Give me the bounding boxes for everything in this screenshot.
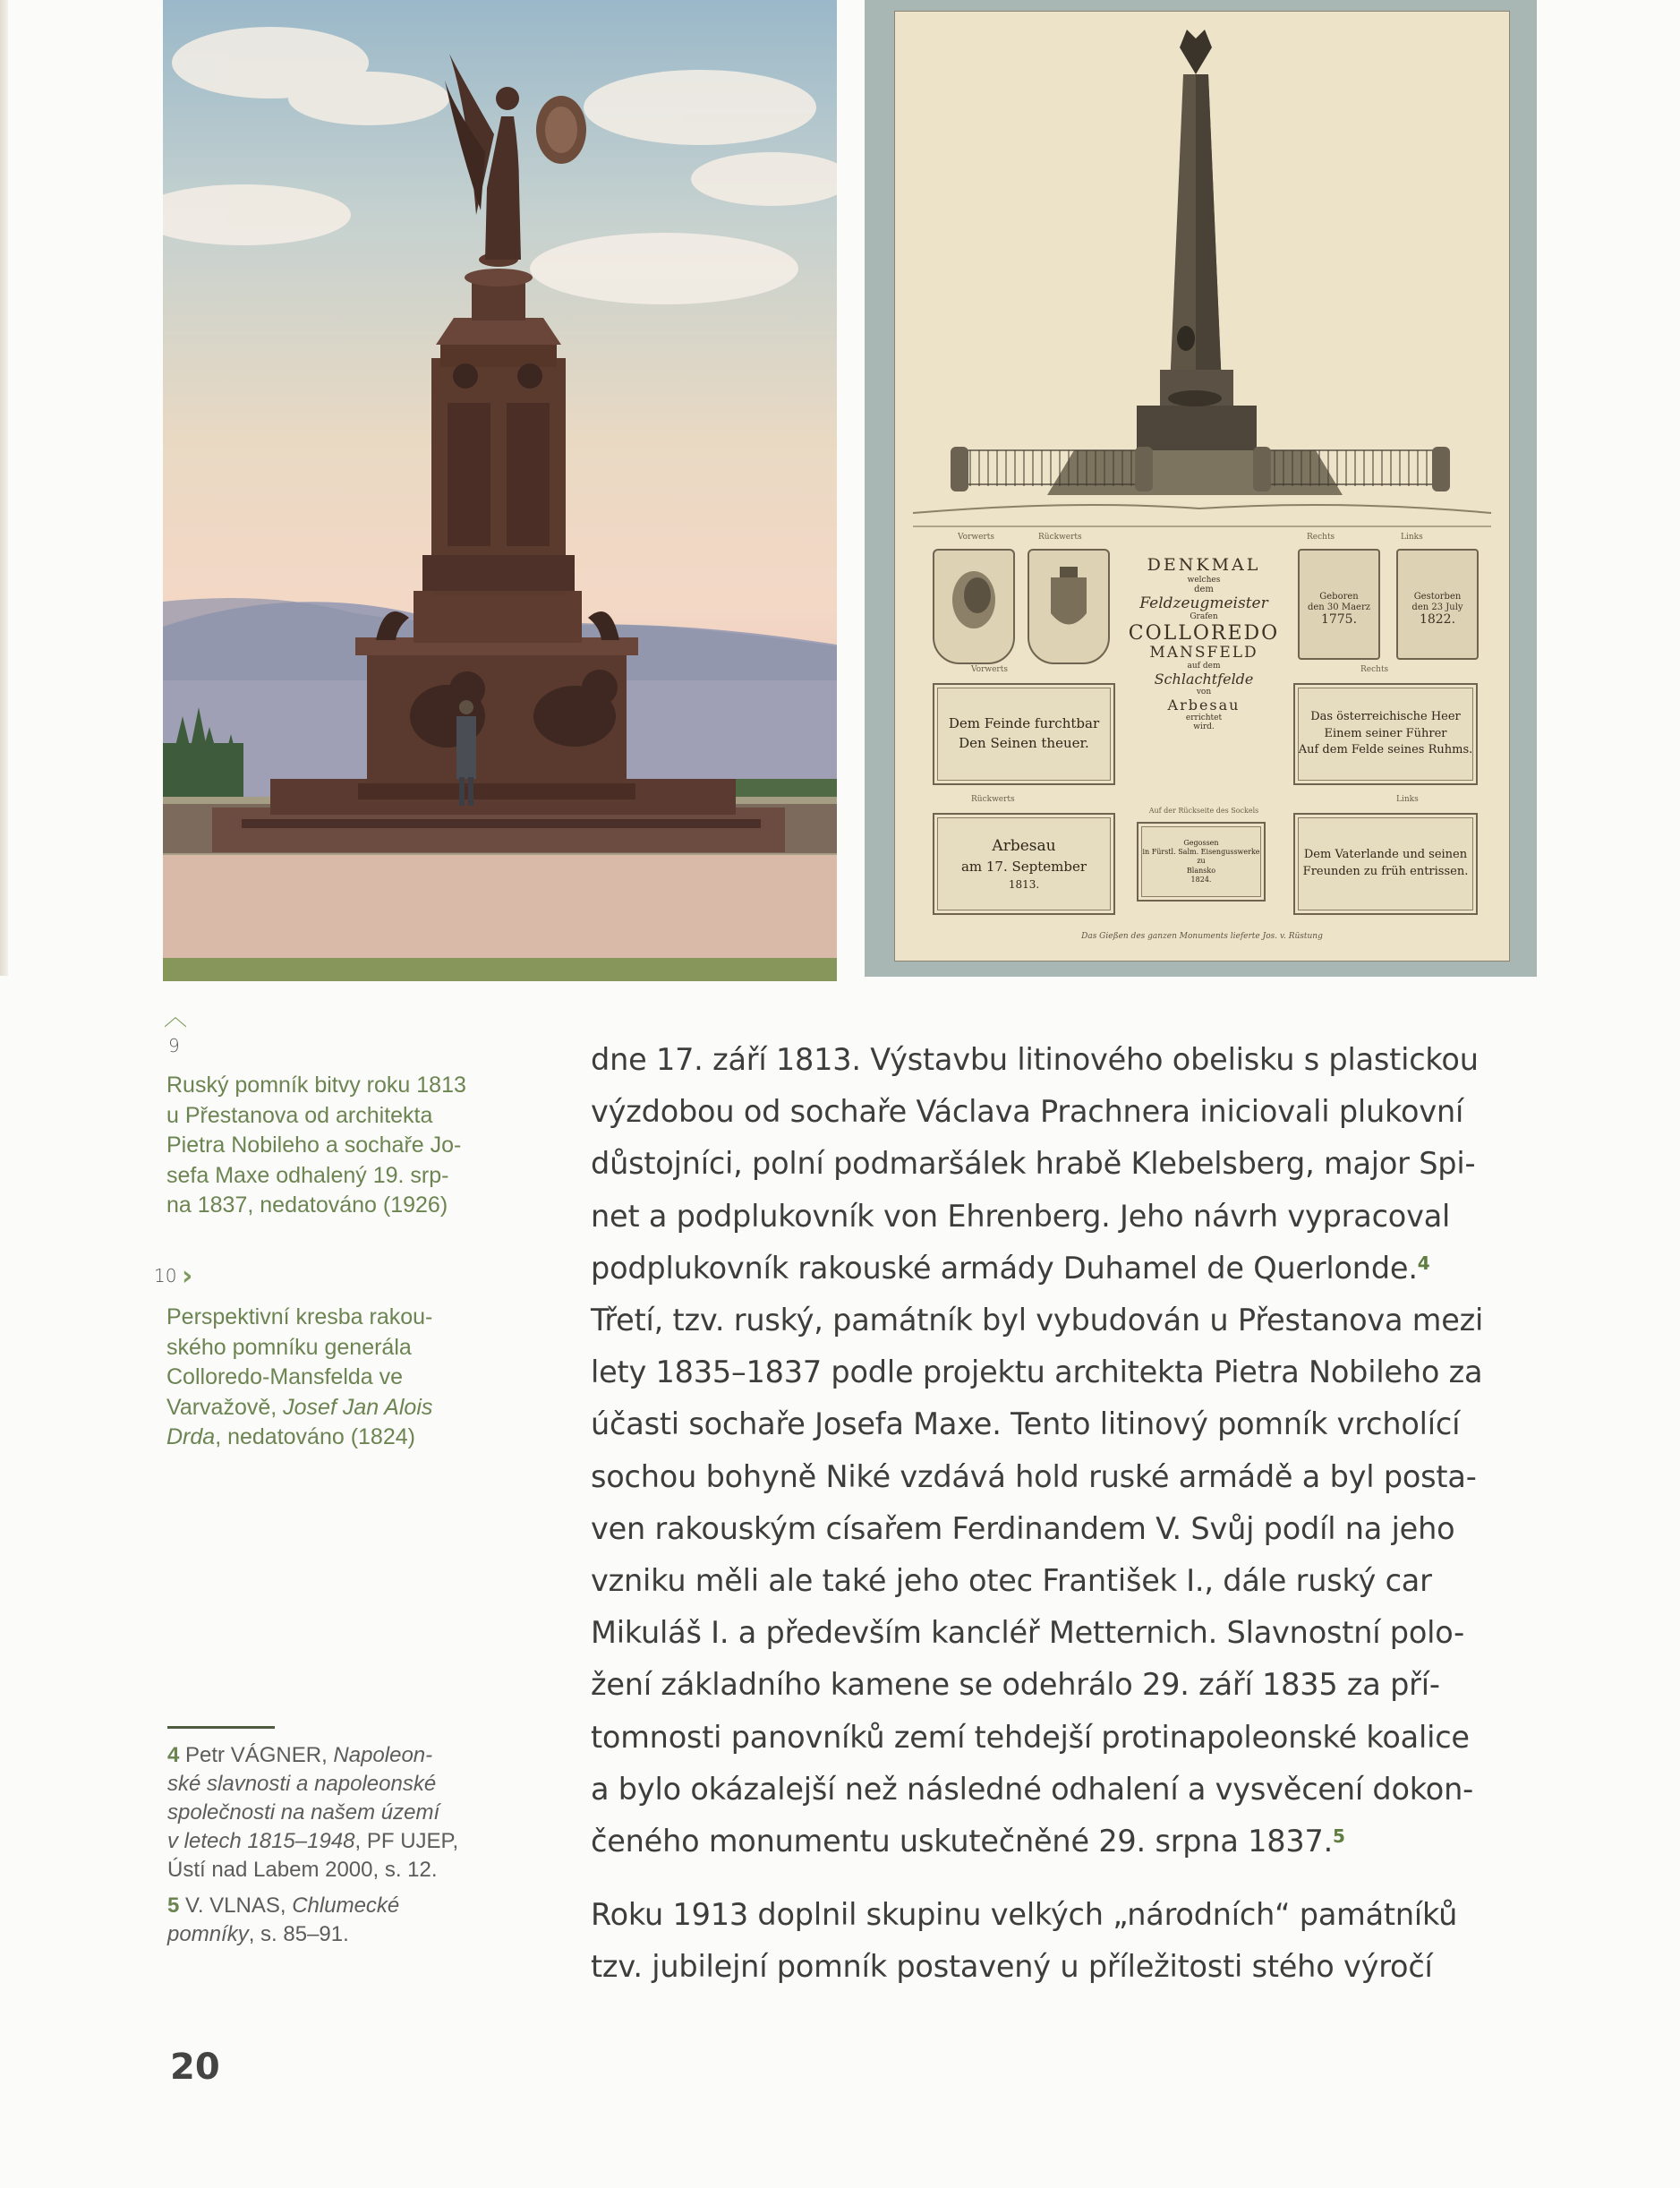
died-plaque xyxy=(1396,549,1479,660)
label-ruckwerts: Rückwerts xyxy=(1038,533,1082,542)
caption-9 xyxy=(166,1071,498,1221)
caption-10-author: Josef Jan Alois xyxy=(283,1394,433,1420)
body-line: sochou bohyně Niké vzdává hold ruské armádě a byl posta- xyxy=(591,1458,1477,1494)
panel-left-line1: Dem Vaterlande und seinen xyxy=(1303,848,1468,862)
panel-front-inscription xyxy=(933,683,1115,785)
panel-back-line3: 1813. xyxy=(1008,877,1040,891)
foundry-label: Auf der Rückseite des Sockels xyxy=(1148,807,1259,815)
footnote-4 xyxy=(167,1741,507,1885)
footnote-4-number: 4 xyxy=(167,1743,180,1767)
footnote-5-pages: , s. 85–91. xyxy=(248,1922,349,1946)
foundry-line3: zu xyxy=(1197,857,1206,866)
body-line: tzv. jubilejní pomník postavený u příležitosti stého výročí xyxy=(591,1949,1433,1985)
panel-left-inscription xyxy=(1293,813,1478,915)
footnote-5-title: pomníky xyxy=(167,1922,249,1946)
footnote-ref-5[interactable]: 5 xyxy=(1333,1825,1345,1848)
title-colloredo: COLLOREDO xyxy=(1128,621,1280,645)
panel-front-line1: Dem Feinde furchtbar xyxy=(948,715,1100,732)
label-links-2: Links xyxy=(1396,795,1419,804)
title-errichtet: errichtet xyxy=(1185,713,1223,722)
caption-up-arrow-icon: ︿ xyxy=(164,1004,188,1031)
title-wird: wird. xyxy=(1193,722,1215,732)
title-denkmal: DENKMAL xyxy=(1147,555,1261,575)
foundry-line5: 1824. xyxy=(1190,876,1212,885)
label-ruckwerts-2: Rückwerts xyxy=(971,795,1015,804)
panel-back-inscription xyxy=(933,813,1115,915)
caption-9-line: Pietra Nobileho a sochaře Jo- xyxy=(166,1132,462,1158)
body-line xyxy=(591,1243,1544,1295)
footnote-5-number: 5 xyxy=(167,1893,180,1918)
footnote-divider xyxy=(167,1726,275,1729)
footnote-5 xyxy=(167,1892,507,1949)
panel-back-line2: am 17. September xyxy=(960,858,1087,875)
portrait-plaque xyxy=(933,549,1015,664)
footnote-4-publisher: , PF UJEP, xyxy=(354,1829,459,1853)
footnote-5-title: Chlumecké xyxy=(292,1893,400,1918)
caption-10-line: Perspektivní kresba rakou- xyxy=(166,1304,433,1329)
footnote-4-author: Petr VÁGNER, xyxy=(185,1743,334,1767)
body-line: Třetí, tzv. ruský, památník byl vybudován u Přestanova mezi xyxy=(591,1303,1484,1338)
page-edge xyxy=(0,0,8,976)
panel-back-line1: Arbesau xyxy=(992,837,1056,856)
caption-10-line: Colloredo-Mansfelda ve xyxy=(166,1364,404,1389)
figure-9-postcard-photo xyxy=(163,0,837,981)
title-dem: dem xyxy=(1194,585,1214,595)
title-feldzeugmeister: Feldzeugmeister xyxy=(1139,594,1268,612)
denkmal-title xyxy=(1110,556,1298,732)
footnote-ref-4[interactable]: 4 xyxy=(1417,1252,1430,1274)
page-number: 20 xyxy=(170,2047,220,2088)
body-paragraph-1 xyxy=(591,1034,1544,1867)
title-arbesau: Arbesau xyxy=(1167,696,1241,714)
born-date: den 30 Maerz xyxy=(1307,602,1370,612)
caption-9-line: Ruský pomník bitvy roku 1813 xyxy=(166,1073,466,1098)
title-schlachtfelde: Schlachtfelde xyxy=(1154,670,1254,688)
body-line: dne 17. září 1813. Výstavbu litinového obelisku s plastickou xyxy=(591,1042,1479,1077)
footnote-4-title: společnosti na našem území xyxy=(167,1800,440,1825)
coat-of-arms-icon xyxy=(1029,551,1108,662)
label-rechts: Rechts xyxy=(1307,533,1335,542)
caption-10-number: 10 xyxy=(154,1265,177,1286)
caption-9-line: u Přestanova od architekta xyxy=(166,1102,433,1128)
coat-of-arms-plaque xyxy=(1028,549,1110,664)
panel-foundry-inscription xyxy=(1137,822,1266,902)
title-grafen: Grafen xyxy=(1190,612,1218,622)
caption-10-line xyxy=(166,1423,498,1453)
figure-10-engraving xyxy=(865,0,1537,977)
panel-right-line3: Auf dem Felde seines Ruhms. xyxy=(1298,743,1473,757)
body-line: důstojníci, polní podmaršálek hrabě Klebelsberg, major Spi- xyxy=(591,1146,1476,1182)
caption-10-author-surname: Drda xyxy=(166,1424,216,1449)
body-line: lety 1835–1837 podle projektu architekta Pietra Nobileho za xyxy=(591,1355,1483,1390)
died-date: den 23 July xyxy=(1411,602,1463,612)
title-mansfeld: MANSFELD xyxy=(1149,643,1258,662)
title-auf-dem: auf dem xyxy=(1187,662,1221,671)
footnote-4-title: ské slavnosti a napoleonské xyxy=(167,1772,437,1796)
died-year: 1822. xyxy=(1419,612,1456,627)
body-paragraph-2 xyxy=(591,1889,1544,1993)
caption-9-number: 9 xyxy=(168,1035,180,1056)
body-line: Roku 1913 doplnil skupinu velkých „národních“ památníků xyxy=(591,1897,1458,1932)
caption-10-line xyxy=(166,1393,498,1423)
caption-9-line: na 1837, nedatováno (1926) xyxy=(166,1192,448,1218)
body-line xyxy=(591,1816,1544,1867)
panel-left-line2: Freunden zu früh entrissen. xyxy=(1302,865,1469,878)
caption-9-line: sefa Maxe odhalený 19. srp- xyxy=(166,1162,449,1188)
label-rechts-2: Rechts xyxy=(1360,665,1389,674)
portrait-relief-icon xyxy=(934,551,1013,662)
body-line: ven rakouským císařem Ferdinandem V. Svůj podíl na jeho xyxy=(591,1510,1455,1546)
foundry-line2: in Fürstl. Salm. Eisengusswerke xyxy=(1142,847,1260,856)
panel-right-inscription xyxy=(1293,683,1478,785)
russian-monument-illustration xyxy=(163,0,837,981)
footnote-4-place: Ústí nad Labem 2000, s. 12. xyxy=(167,1858,438,1882)
footnote-4-title: v letech 1815–1948 xyxy=(167,1829,355,1853)
foundry-line4: Blansko xyxy=(1186,866,1216,875)
engraving-plate xyxy=(894,11,1510,962)
foundry-line1: Gegossen xyxy=(1183,838,1219,847)
panel-front-line2: Den Seinen theuer. xyxy=(959,735,1089,751)
body-line: tomnosti panovníků zemí tehdejší protinapoleonské koalice xyxy=(591,1719,1470,1755)
footnote-4-title: Napoleon- xyxy=(333,1743,433,1767)
panel-right-line2: Einem seiner Führer xyxy=(1324,726,1447,740)
born-plaque xyxy=(1298,549,1380,660)
died-label: Gestorben xyxy=(1413,592,1462,602)
caption-10-date: , nedatováno (1824) xyxy=(215,1424,415,1449)
body-line: a bylo okázalejší než následné odhalení a vysvěcení dokon- xyxy=(591,1771,1474,1807)
panel-right-line1: Das österreichische Heer xyxy=(1310,709,1461,723)
born-label: Geboren xyxy=(1319,592,1359,602)
engraving-bottom-line: Das Gießen des ganzen Monuments lieferte Jos. v. Rüstung xyxy=(1081,932,1323,941)
body-line: vzniku měli ale také jeho otec František I., dále ruský car xyxy=(591,1563,1432,1599)
footnote-5-author: V. VLNAS, xyxy=(185,1893,293,1918)
body-line-text: čeného monumentu uskutečněné 29. srpna 1837. xyxy=(591,1824,1334,1859)
body-line: Mikuláš I. a především kancléř Metternich. Slavnostní polo- xyxy=(591,1615,1465,1651)
label-vorwerts: Vorwerts xyxy=(958,533,994,542)
label-links: Links xyxy=(1401,533,1423,542)
title-von: von xyxy=(1196,688,1212,697)
body-line-text: podplukovník rakouské armády Duhamel de Querlonde. xyxy=(591,1250,1418,1286)
caption-10-text: Varvažově, xyxy=(166,1394,284,1420)
body-line: net a podplukovník von Ehrenberg. Jeho návrh vypracoval xyxy=(591,1198,1451,1234)
label-vorwerts-2: Vorwerts xyxy=(971,665,1008,674)
caption-10-line: ského pomníku generála xyxy=(166,1334,412,1360)
body-line: účasti sochaře Josefa Maxe. Tento litinový pomník vrcholící xyxy=(591,1406,1461,1442)
caption-right-arrow-icon: › xyxy=(182,1261,193,1292)
body-line: žení základního kamene se odehrálo 29. září 1835 za pří- xyxy=(591,1667,1440,1703)
body-line: výzdobou od sochaře Václava Prachnera iniciovali plukovní xyxy=(591,1094,1464,1130)
born-year: 1775. xyxy=(1320,612,1358,627)
title-welches: welches xyxy=(1187,575,1221,585)
caption-10 xyxy=(166,1303,498,1453)
